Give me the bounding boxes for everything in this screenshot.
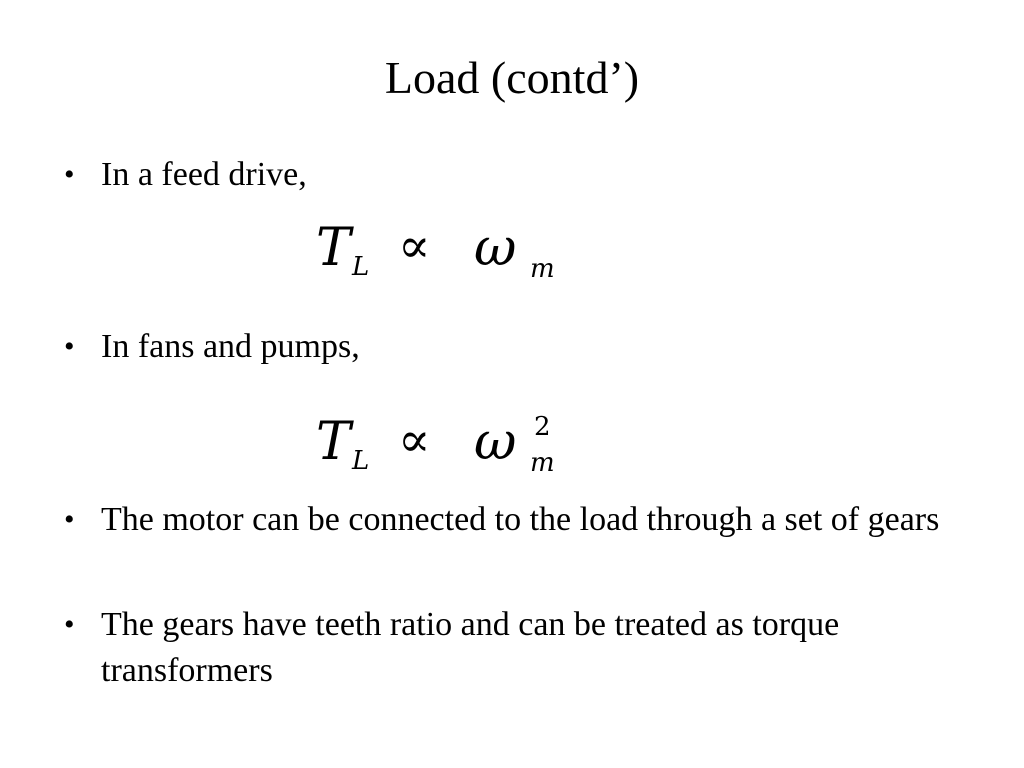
bullet-text: In fans and pumps, [101,328,360,365]
bullet-dot: • [64,608,75,641]
proportional-symbol: ∝ [398,412,431,468]
bullet-item [64,324,964,370]
slide-title: Load (contd’) [384,52,640,103]
torque-subscript: L [352,446,370,476]
proportional-symbol: ∝ [398,218,431,274]
bullet-item [64,152,964,198]
bullet-text: The motor can be connected to the load through a set of gears [101,501,940,538]
speed-symbol: ω [474,412,517,472]
torque-symbol: T [316,412,351,472]
bullet-text: In a feed drive, [101,156,307,193]
bullet-dot: • [64,330,75,363]
speed-symbol: ω [474,218,517,278]
torque-symbol: T [316,218,351,278]
bullet-text: The gears have teeth ratio and can be treated as torque transformers [101,606,840,689]
bullet-dot: • [64,158,75,191]
speed-subscript: m [530,448,555,478]
bullet-dot: • [64,503,75,536]
speed-exponent: 2 [534,412,551,442]
speed-subscript: m [530,254,555,284]
bullet-item [64,602,964,694]
bullet-item [64,497,964,543]
torque-subscript: L [352,252,370,282]
